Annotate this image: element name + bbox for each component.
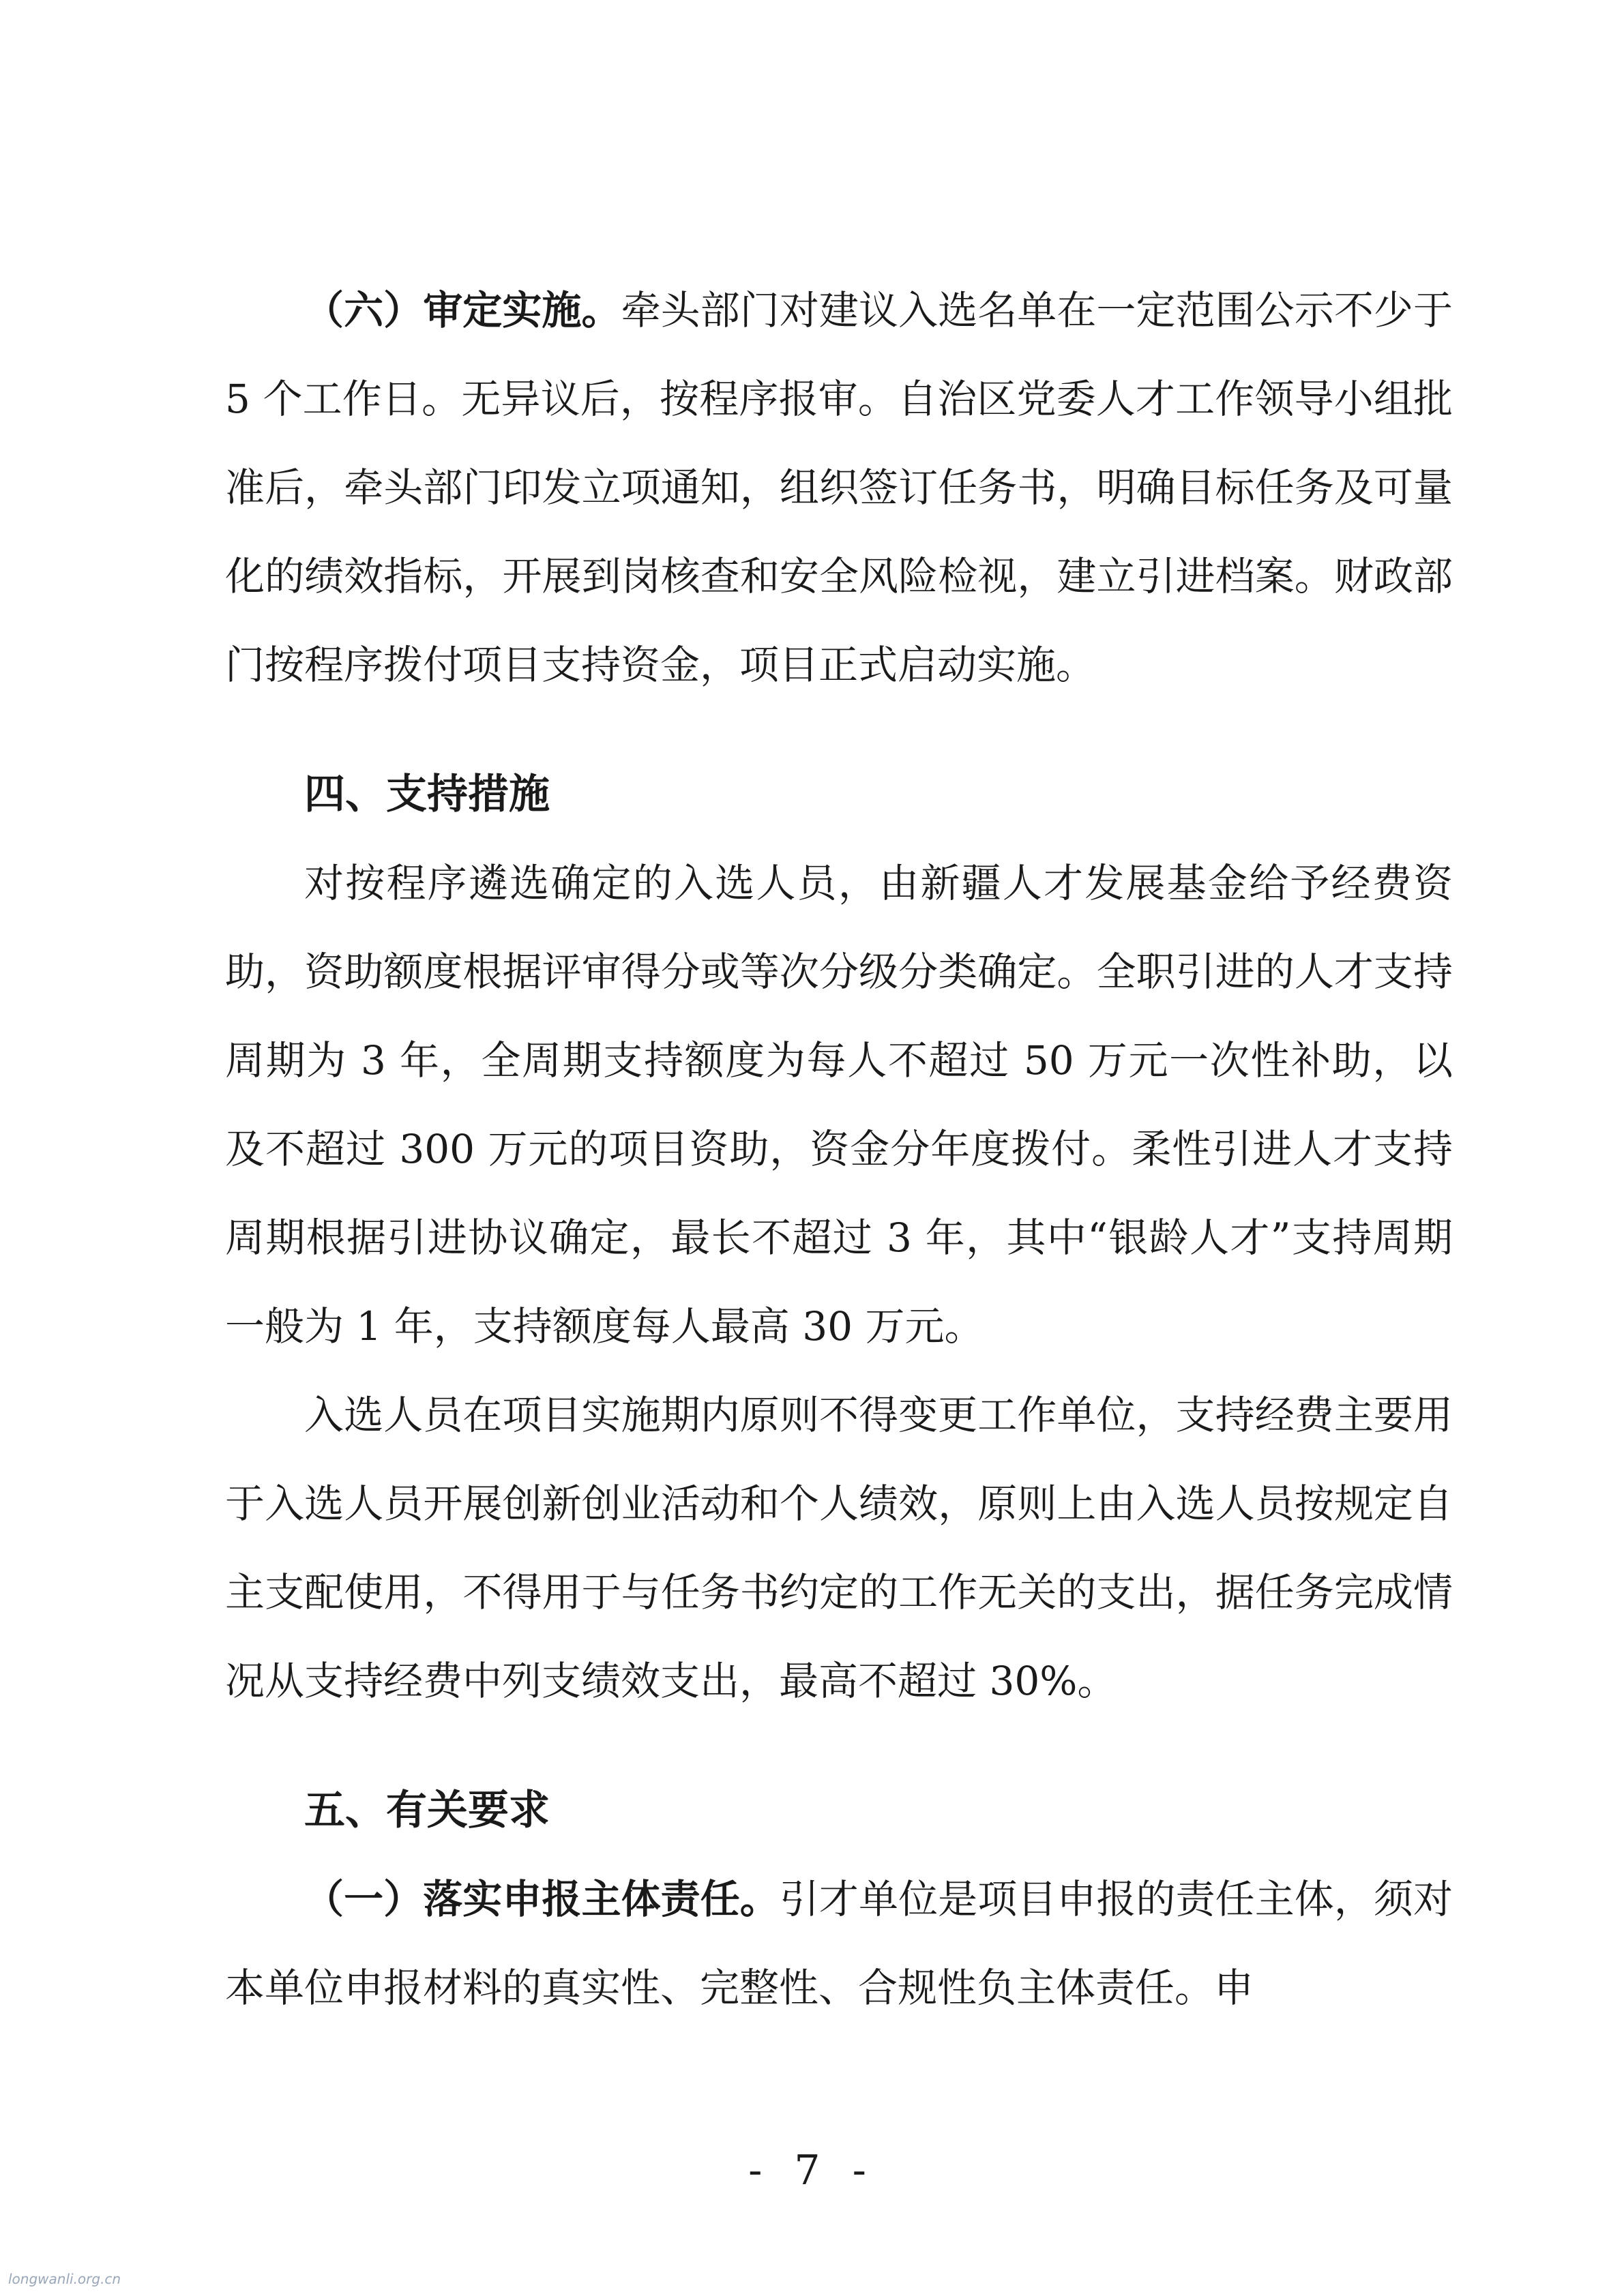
watermark: longwanli.org.cn: [8, 2271, 121, 2287]
section-6-lead: （六）审定实施。: [304, 287, 621, 333]
section-5-1-lead: （一）落实申报主体责任。: [304, 1876, 780, 1922]
page-number: - 7 -: [748, 2147, 876, 2194]
heading-requirements: 五、有关要求: [304, 1787, 550, 1834]
section-6-body: 牵头部门对建议入选名单在一定范围公示不少于 5 个工作日。无异议后，按程序报审。自治区党委人才工作领导小组批准后，牵头部门印发立项通知，组织签订任务书，明确目标任务及可量化的绩效指标，开展到岗核查和安全风险检视，建立引进档案。财政部门按程序拨付项目支持资金，项目正式启动实施。: [225, 287, 1453, 688]
support-paragraph-2: 入选人员在项目实施期内原则不得变更工作单位，支持经费主要用于入选人员开展创新创业活动和个人绩效，原则上由入选人员按规定自主支配使用，不得用于与任务书约定的工作无关的支出，据任务完成情况从支持经费中列支绩效支出，最高不超过 30%。: [225, 1392, 1453, 1704]
section-5-1-paragraph: [225, 1855, 1453, 2032]
heading-support-measures: 四、支持措施: [304, 771, 550, 818]
section-6-paragraph: [225, 266, 1453, 709]
support-paragraph-1: 对按程序遴选确定的入选人员，由新疆人才发展基金给予经费资助，资助额度根据评审得分或等次分级分类确定。全职引进的人才支持周期为 3 年，全周期支持额度为每人不超过 50 万元一次性补助，以及不超过 300 万元的项目资助，资金分年度拨付。柔性引进人才支持周期根据引进协议确定，最长不超过 3 年，其中“银龄人才”支持周期一般为 1 年，支持额度每人最高 30 万元。: [225, 860, 1453, 1350]
section-5-1-body: 引才单位是项目申报的责任主体，须对本单位申报材料的真实性、完整性、合规性负主体责任。申: [225, 1876, 1453, 2011]
